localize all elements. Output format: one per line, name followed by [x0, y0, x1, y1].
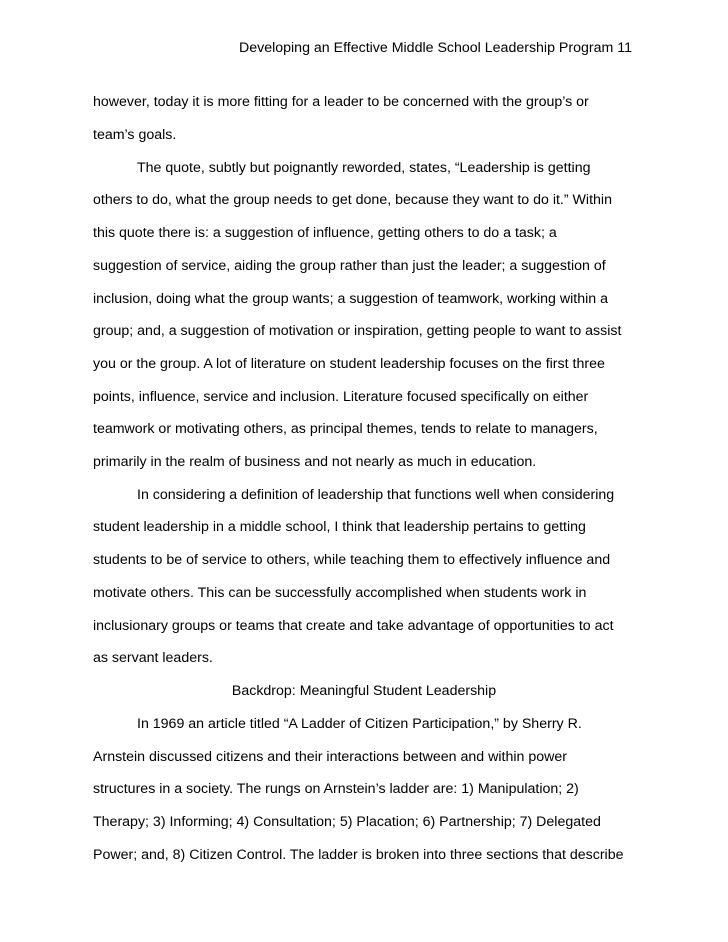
text-line: motivate others. This can be successfully accomplished when students work in — [93, 585, 587, 601]
text-line: others to do, what the group needs to get done, because they want to do it.” Within — [93, 192, 612, 208]
text-line: group; and, a suggestion of motivation or inspiration, getting people to want to assist — [93, 323, 622, 339]
text-line: inclusion, doing what the group wants; a suggestion of teamwork, working within a — [93, 291, 608, 307]
text-line: inclusionary groups or teams that create and take advantage of opportunities to act — [93, 618, 614, 634]
text-line: Power; and, 8) Citizen Control. The ladder is broken into three sections that describe — [93, 847, 624, 863]
text-line: In considering a definition of leadership that functions well when considering — [137, 487, 615, 503]
text-line: teamwork or motivating others, as principal themes, tends to relate to managers, — [93, 421, 598, 437]
text-line: team’s goals. — [93, 127, 177, 143]
text-line: this quote there is: a suggestion of influence, getting others to do a task; a — [93, 225, 557, 241]
text-line: Therapy; 3) Informing; 4) Consultation; 5) Placation; 6) Partnership; 7) Delegated — [93, 814, 601, 830]
text-line: In 1969 an article titled “A Ladder of Citizen Participation,” by Sherry R. — [137, 716, 582, 732]
text-line: Arnstein discussed citizens and their interactions between and within power — [93, 749, 567, 765]
text-line: student leadership in a middle school, I think that leadership pertains to getting — [93, 519, 586, 535]
text-line: as servant leaders. — [93, 650, 213, 666]
text-line: you or the group. A lot of literature on student leadership focuses on the first three — [93, 356, 605, 372]
text-line: points, influence, service and inclusion. Literature focused specifically on either — [93, 389, 589, 405]
text-line: structures in a society. The rungs on Arnstein’s ladder are: 1) Manipulation; 2) — [93, 781, 579, 797]
text-line: however, today it is more fitting for a leader to be concerned with the group’s or — [93, 94, 589, 110]
text-line: students to be of service to others, while teaching them to effectively influence and — [93, 552, 611, 568]
section-heading: Backdrop: Meaningful Student Leadership — [231, 683, 497, 699]
running-head: Developing an Effective Middle School Leadership Program 11 — [238, 40, 632, 56]
text-line: The quote, subtly but poignantly reworded, states, “Leadership is getting — [137, 160, 591, 176]
text-line: primarily in the realm of business and not nearly as much in education. — [93, 454, 537, 470]
text-line: suggestion of service, aiding the group rather than just the leader; a suggestion of — [93, 258, 606, 274]
